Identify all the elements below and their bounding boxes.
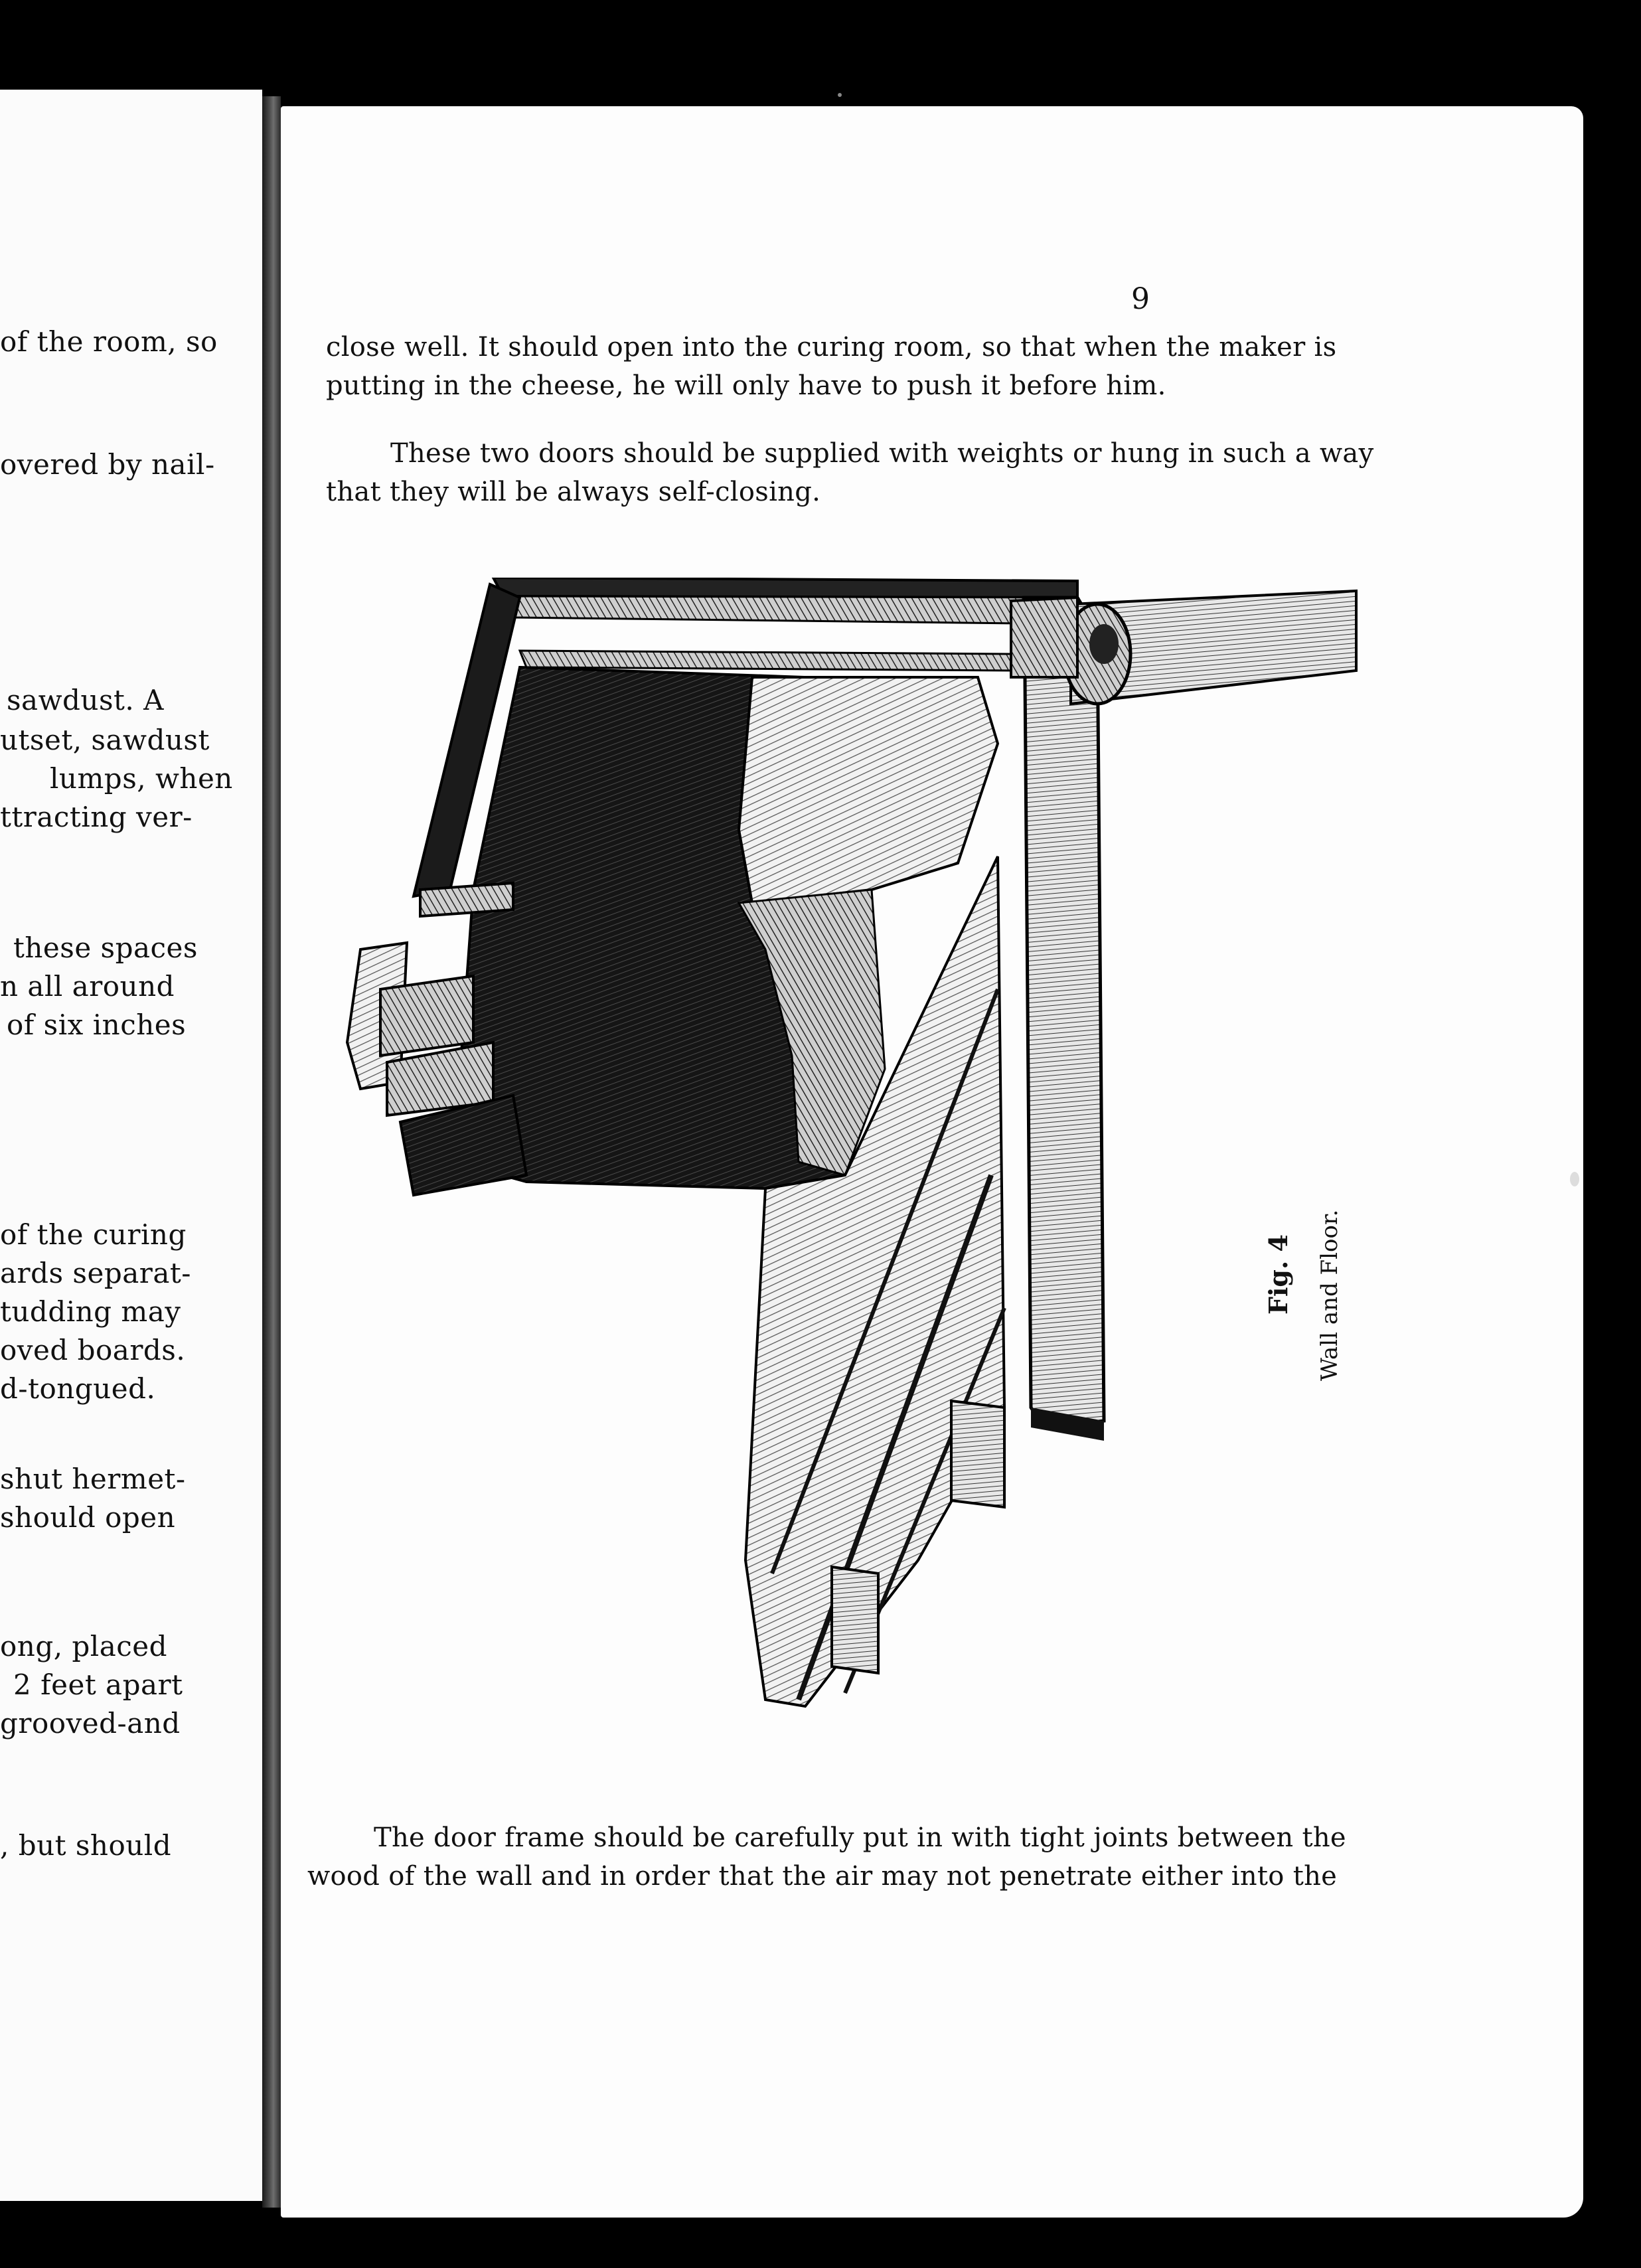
left-line: grooved-and — [0, 1707, 181, 1740]
paragraph-1-line: putting in the cheese, he will only have to push it before him. — [326, 370, 1166, 401]
left-line: oved boards. — [0, 1334, 186, 1366]
figure-label: Fig. 4 — [1263, 1234, 1293, 1315]
page-number: 9 — [1131, 282, 1150, 316]
figure-title: Wall and Floor. — [1316, 1209, 1343, 1381]
left-line: lumps, when — [50, 762, 233, 795]
left-line: 2 feet apart — [13, 1668, 183, 1701]
left-line: tudding may — [0, 1295, 181, 1328]
left-line: sawdust. A — [7, 684, 164, 716]
left-line: should open — [0, 1501, 176, 1534]
book-gutter — [262, 96, 281, 2208]
left-page — [0, 90, 262, 2201]
left-line: n all around — [0, 970, 175, 1003]
left-line: of the room, so — [0, 325, 218, 358]
right-page — [281, 106, 1583, 2218]
left-line: d-tongued. — [0, 1372, 156, 1405]
left-line: shut hermet- — [0, 1463, 186, 1495]
paragraph-2-line: These two doors should be supplied with weights or hung in such a way — [390, 438, 1374, 469]
paragraph-3-line: The door frame should be carefully put in with tight joints between the — [374, 1822, 1346, 1853]
left-line: ong, placed — [0, 1630, 168, 1662]
left-line: of the curing — [0, 1218, 187, 1251]
left-line: utset, sawdust — [0, 724, 210, 756]
paragraph-2-line: that they will be always self-closing. — [326, 477, 821, 507]
scan-speck — [1570, 1172, 1579, 1186]
left-line: ards separat- — [0, 1257, 191, 1289]
wall-and-floor-illustration — [341, 578, 1389, 1759]
left-line: these spaces — [13, 932, 198, 964]
paragraph-1-line: close well. It should open into the curing room, so that when the maker is — [326, 332, 1337, 363]
left-line: ttracting ver- — [0, 801, 193, 833]
left-line: overed by nail- — [0, 448, 215, 481]
scan-speck — [838, 93, 842, 97]
paragraph-3-line: wood of the wall and in order that the air may not penetrate either into the — [307, 1861, 1338, 1892]
left-line: , but should — [0, 1829, 172, 1862]
left-line: of six inches — [7, 1009, 187, 1041]
